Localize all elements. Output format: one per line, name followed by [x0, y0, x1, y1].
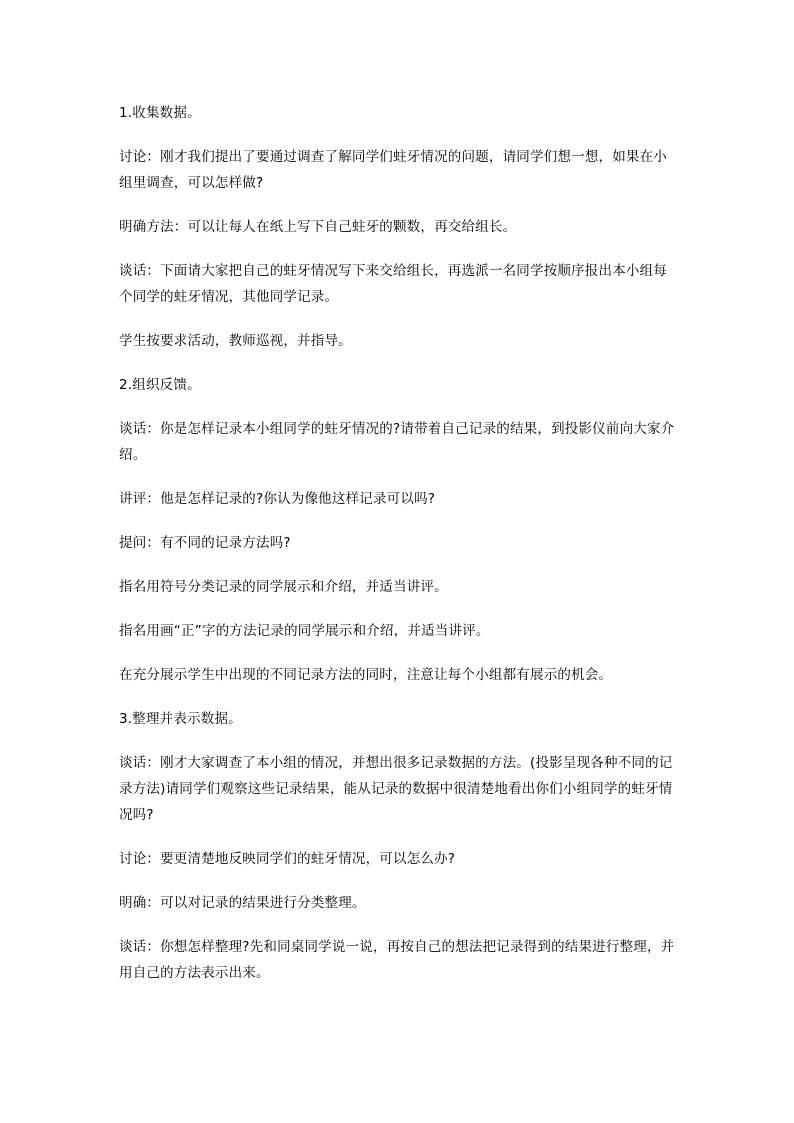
discussion-paragraph: 讨论：要更清楚地反映同学们的蛀牙情况，可以怎么办? — [119, 851, 456, 867]
talk-paragraph: 谈话：刚才大家调查了本小组的情况，并想出很多记录数据的方法。(投影呈现各种不同的记录方法)请同学们观察这些记录结果，能从记录的数据中很清楚地看出你们小组同学的蛀牙情况吗? — [119, 755, 673, 823]
instruction-paragraph: 指名用符号分类记录的同学展示和介绍，并适当讲评。 — [119, 579, 448, 595]
discussion-paragraph: 讨论：刚才我们提出了要通过调查了解同学们蛀牙情况的问题，请同学们想一想，如果在小组里调查，可以怎样做? — [119, 149, 667, 191]
document-body — [119, 100, 679, 1004]
review-paragraph: 讲评：他是怎样记录的?你认为像他这样记录可以吗? — [119, 491, 436, 507]
question-paragraph: 提问：有不同的记录方法吗? — [119, 535, 291, 551]
clarify-paragraph: 明确：可以对记录的结果进行分类整理。 — [119, 895, 366, 911]
talk-paragraph: 谈话：你是怎样记录本小组同学的蛀牙情况的?请带着自己记录的结果，到投影仪前向大家介绍。 — [119, 421, 675, 463]
talk-paragraph: 谈话：你想怎样整理?先和同桌同学说一说，再按自己的想法把记录得到的结果进行整理，并用自己的方法表示出来。 — [119, 939, 675, 981]
heading-organize-data: 3.整理并表示数据。 — [119, 711, 242, 727]
talk-paragraph: 谈话：下面请大家把自己的蛀牙情况写下来交给组长，再选派一名同学按顺序报出本小组每个同学的蛀牙情况，其他同学记录。 — [119, 263, 667, 305]
heading-collect-data: 1.收集数据。 — [119, 105, 201, 121]
instruction-paragraph: 指名用画“正”字的方法记录的同学展示和介绍，并适当讲评。 — [119, 623, 490, 639]
activity-paragraph: 学生按要求活动，教师巡视，并指导。 — [119, 333, 352, 349]
note-paragraph: 在充分展示学生中出现的不同记录方法的同时，注意让每个小组都有展示的机会。 — [119, 667, 613, 683]
heading-feedback: 2.组织反馈。 — [119, 377, 201, 393]
method-paragraph: 明确方法：可以让每人在纸上写下自己蛀牙的颗数，再交给组长。 — [119, 219, 517, 235]
